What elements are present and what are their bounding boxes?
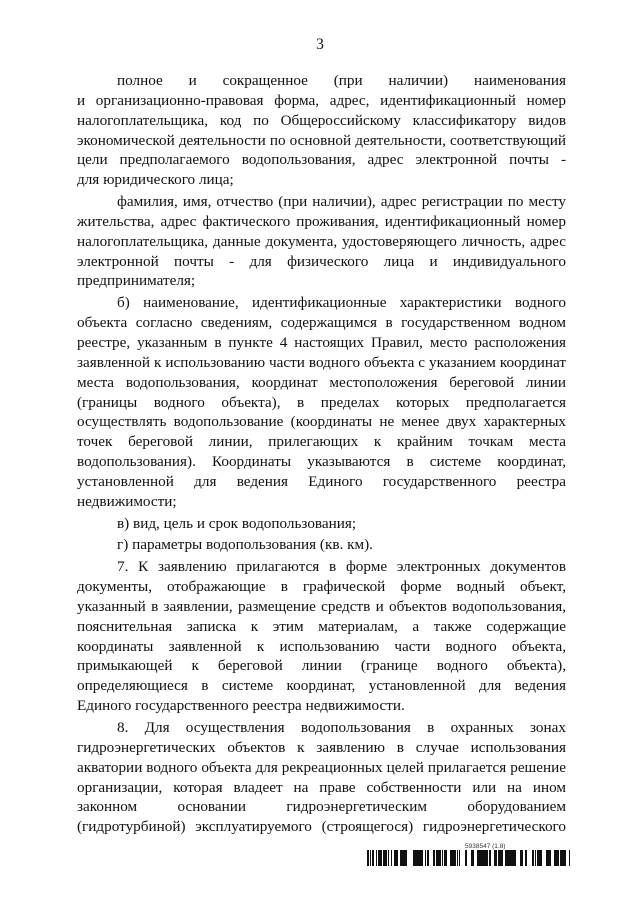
text-line: предпринимателя;	[77, 272, 196, 290]
paragraph-item-g	[77, 535, 566, 555]
text-line: установленной для ведения Единого государственного реестра	[77, 472, 566, 490]
text-line: законном основании гидроэнергетическим оборудованием	[77, 798, 566, 816]
paragraph-item-8	[77, 718, 566, 837]
text-line: гидроэнергетических объектов к заявлению в случае использования	[77, 738, 566, 756]
text-line: фамилия, имя, отчество (при наличии), адрес регистрации по месту	[117, 193, 566, 211]
text-line: точек береговой линии, прилегающих к крайним точкам места	[77, 433, 566, 451]
text-line: (границы водного объекта), в пределах которых предполагается	[77, 393, 566, 411]
text-line: для юридического лица;	[77, 171, 234, 189]
text-line: в) вид, цель и срок водопользования;	[117, 514, 357, 532]
text-line: координаты заявленной к использованию части водного объекта,	[77, 637, 566, 655]
text-line: заявленной к использованию части водного объекта с указанием координат	[77, 353, 566, 371]
paragraph-item-v	[77, 514, 566, 534]
text-line: определяющиеся в системе координат, установленной для ведения	[77, 677, 566, 695]
text-line: г) параметры водопользования (кв. км).	[117, 536, 373, 554]
text-line: цели предполагаемого водопользования, адрес электронной почты -	[77, 151, 566, 169]
paragraph-legal-entity	[77, 71, 566, 190]
text-line: полное и сокращенное (при наличии) наименования	[117, 72, 566, 89]
page-number: 3	[316, 36, 324, 53]
text-line: осуществлять водопользование (координаты не менее двух характерных	[77, 413, 566, 431]
text-line: жительства, адрес фактического проживания, идентификационный номер	[77, 212, 566, 230]
text-line: (гидротурбиной) эксплуатируемого (строящегося) гидроэнергетического	[77, 818, 566, 836]
text-line: налогоплательщика, данные документа, удостоверяющего личность, адрес	[77, 232, 566, 250]
paragraph-individual	[77, 192, 566, 291]
text-line: реестре, указанным в пункте 4 настоящих Правил, место расположения	[77, 333, 566, 351]
text-line: налогоплательщика, код по Общероссийскому классификатору видов	[77, 111, 566, 129]
text-line: указанный в заявлении, размещение средств и объектов водопользования,	[77, 597, 566, 615]
text-line: экономической деятельности по основной деятельности, соответствующий	[77, 131, 566, 149]
text-line: акватории водного объекта для рекреационных целей прилагается решение	[77, 758, 566, 776]
text-line: Единого государственного реестра недвижимости.	[77, 697, 405, 715]
text-line: б) наименование, идентификационные характеристики водного	[117, 294, 566, 312]
barcode-label: 5938547 (1.8)	[465, 843, 506, 850]
text-line: водопользования). Координаты указываются в системе координат,	[77, 453, 566, 471]
document-body	[77, 71, 566, 837]
text-line: недвижимости;	[77, 492, 177, 510]
text-line: документы, отображающие в графической форме водный объект,	[77, 578, 566, 596]
text-line: примыкающей к береговой линии (границе водного объекта),	[77, 657, 566, 675]
barcode-icon	[366, 850, 573, 866]
text-line: 7. К заявлению прилагаются в форме электронных документов	[117, 558, 566, 576]
text-line: места водопользования, координат местоположения береговой линии	[77, 373, 566, 391]
text-line: электронной почты - для физического лица и индивидуального	[77, 252, 566, 270]
text-line: и организационно-правовая форма, адрес, идентификационный номер	[77, 91, 566, 109]
paragraph-item-7	[77, 557, 566, 716]
text-line: 8. Для осуществления водопользования в охранных зонах	[117, 719, 566, 736]
text-line: пояснительная записка к этим материалам, а также содержащие	[77, 617, 566, 635]
text-line: объекта согласно сведениям, содержащимся в государственном водном	[77, 314, 566, 332]
paragraph-item-b	[77, 293, 566, 511]
text-line: организации, которая владеет на праве собственности или на ином	[77, 778, 566, 796]
